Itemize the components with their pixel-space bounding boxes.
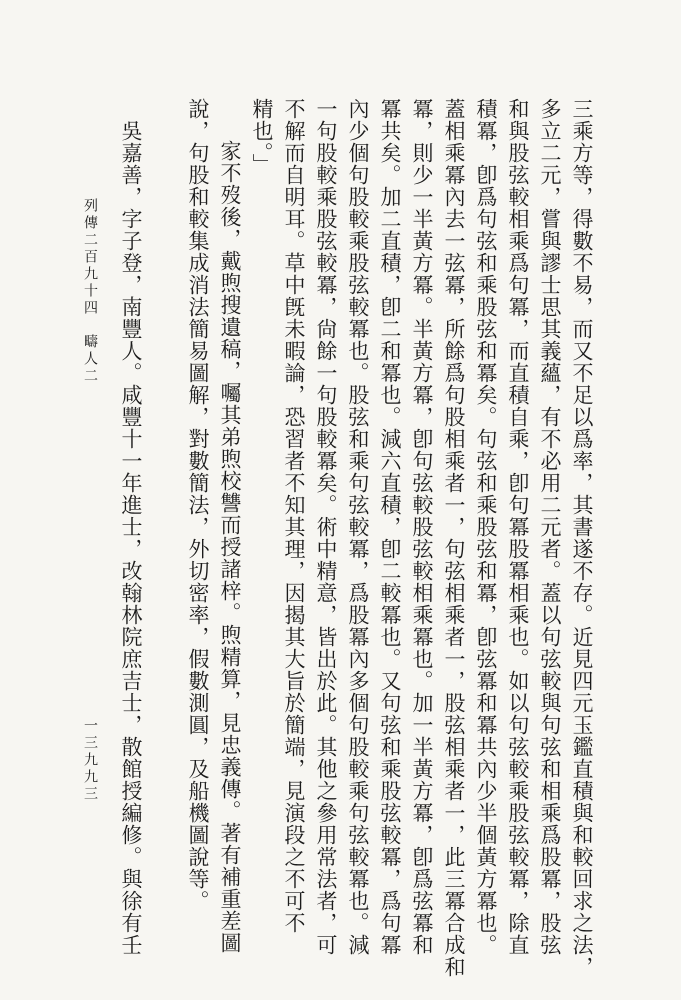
text-column: 三乘方等，得數不易，而又不足以爲率，其書遂不存。近見四元玉鑑直積與和較回求之法， bbox=[570, 98, 594, 978]
text-column: 蓋相乘冪內去一弦冪，所餘爲句股相乘者一，句弦相乘者一，股弦相乘者一，此三冪合成和 bbox=[442, 98, 466, 978]
text-column: 內少個句股較乘股弦較冪也。股弦和乘句弦較冪，爲股冪內多個句股較乘句弦較冪也。減 bbox=[346, 98, 370, 956]
text-column: 和與股弦較相乘爲句冪，而直積自乘，卽句冪股冪相乘也。如以句弦較乘股弦較冪，除直 bbox=[506, 98, 530, 956]
running-header-left: 列傳二百九十四 疇人二 bbox=[82, 198, 98, 385]
text-column: 說，句股和較集成消法簡易圖解，對數簡法，外切密率，假數測圓，及船機圖說等。 bbox=[186, 98, 210, 912]
text-column: 不解而自明耳。草中旣未暇論，恐習者不知其理，因揭其大旨於簡端，見演段之不可不 bbox=[282, 98, 306, 934]
text-column: 精也。」 bbox=[250, 98, 274, 176]
text-column: 冪，則少一半黃方冪。半黃方冪，卽句弦較股弦較相乘冪也。加一半黃方冪，卽爲弦冪和 bbox=[410, 98, 434, 956]
text-column: 家不歿後，戴煦搜遺稿，囑其弟煦校讐而授諸梓。煦精算，見忠義傳。著有補重差圖 bbox=[218, 140, 242, 954]
text-column: 吳嘉善，字子登，南豐人。咸豐十一年進士，改翰林院庶吉士，散館授編修。與徐有壬 bbox=[119, 120, 143, 956]
text-column: 多立二元，嘗與謬士思其義蘊，有不必用二元者。蓋以句弦較與句弦和相乘爲股冪，股弦 bbox=[538, 98, 562, 956]
text-column: 一句股較乘股弦較冪，尙餘一句股較冪矣。術中精意，皆出於此。其他之參用常法者，可 bbox=[314, 98, 338, 956]
page-number: 一三九九三 bbox=[82, 718, 98, 803]
text-column: 冪共矣。加二直積，卽二和冪也。減六直積，卽二較冪也。又句弦和乘股弦較冪，爲句冪 bbox=[378, 98, 402, 956]
text-column: 積冪，卽爲句弦和乘股弦和冪矣。句弦和乘股弦和冪，卽弦冪和冪共內少半個黃方冪也。 bbox=[474, 98, 498, 956]
